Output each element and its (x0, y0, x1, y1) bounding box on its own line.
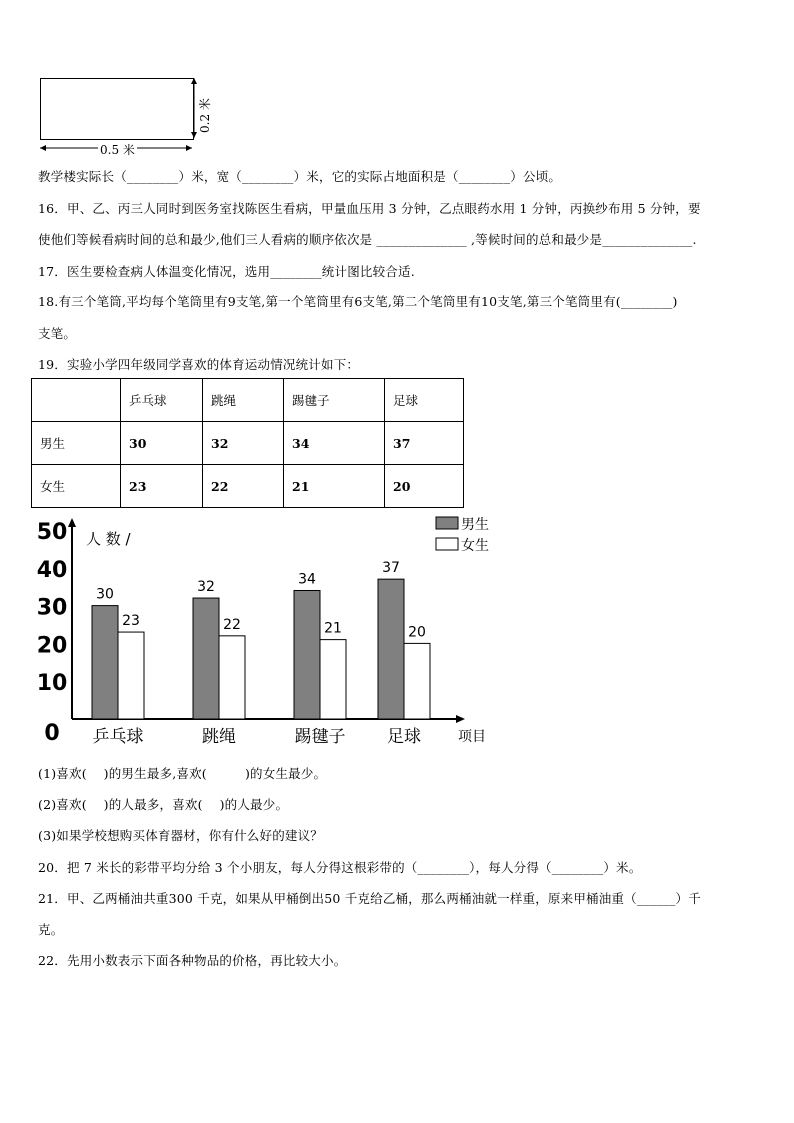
y-tick-label: 20 (36, 633, 68, 659)
table-row-label: 女生 (32, 465, 121, 508)
bar-chart (30, 510, 500, 750)
x-axis-label: 项目 (458, 729, 486, 745)
legend-label: 男生 (461, 517, 489, 533)
table-header-row (32, 379, 464, 422)
q17-text: 17．医生要检查病人体温变化情况，选用________统计图比较合适. (38, 264, 415, 279)
q18-line2: 支笔。 (38, 326, 77, 341)
bar-chart-svg (30, 510, 500, 750)
width-dimension-label: 0.5 米 (100, 143, 135, 157)
height-dimension-label: 0.2 米 (198, 98, 212, 133)
x-category-label: 跳绳 (202, 727, 236, 747)
q18-line1: 18.有三个笔筒,平均每个笔筒里有9支笔,第一个笔筒里有6支笔,第二个笔筒里有10支笔,第三个笔筒里有(________) (38, 294, 678, 309)
bar (118, 632, 144, 719)
bar-value-label: 30 (96, 586, 114, 603)
x-category-label: 踢毽子 (294, 727, 346, 747)
x-category-label: 乒乓球 (92, 727, 144, 747)
table-cell: 22 (203, 465, 284, 508)
sports-stats-table (31, 378, 464, 508)
bar-value-label: 34 (298, 571, 316, 588)
table-header-cell: 踢毽子 (284, 379, 385, 422)
q19-sub3: (3)如果学校想购买体育器材，你有什么好的建议？ (38, 828, 324, 843)
table-cell: 30 (121, 422, 203, 465)
y-tick-label: 0 (44, 721, 60, 746)
y-tick-label: 10 (36, 671, 68, 697)
table-cell: 20 (385, 465, 464, 508)
x-axis-arrow (456, 715, 465, 723)
y-tick-label: 50 (36, 520, 68, 545)
bar-value-label: 21 (324, 620, 342, 637)
x-category-label: 足球 (387, 727, 421, 747)
table-header-cell (32, 379, 121, 422)
table-cell: 21 (284, 465, 385, 508)
legend-label: 女生 (461, 538, 489, 554)
table-row-label: 男生 (32, 422, 121, 465)
table-header-cell: 足球 (385, 379, 464, 422)
table-header-cell: 跳绳 (203, 379, 284, 422)
table-header-cell: 乒乓球 (121, 379, 203, 422)
q15-text: 教学楼实际长（________）米，宽（________）米，它的实际占地面积是（________）公顷。 (38, 169, 562, 184)
q21-line1: 21．甲、乙两桶油共重300 千克，如果从甲桶倒出50 千克给乙桶，那么两桶油就一样重，原来甲桶油重（______）千 (38, 891, 701, 906)
bar-value-label: 37 (382, 560, 400, 577)
bar (320, 640, 346, 719)
bar-value-label: 32 (197, 579, 215, 596)
q19-intro: 19．实验小学四年级同学喜欢的体育运动情况统计如下： (38, 357, 360, 372)
bar (404, 643, 430, 719)
bar-value-label: 20 (408, 624, 426, 641)
bar (219, 636, 245, 719)
legend-swatch (436, 538, 458, 550)
table-cell: 32 (203, 422, 284, 465)
y-axis-label: 人 数 / (86, 530, 131, 548)
q22-text: 22．先用小数表示下面各种物品的价格，再比较大小。 (38, 953, 347, 968)
y-axis-arrow (68, 518, 76, 527)
table-cell: 34 (284, 422, 385, 465)
bar (294, 590, 320, 719)
y-tick-label: 40 (36, 557, 68, 583)
q19-sub2: (2)喜欢( )的人最多，喜欢( )的人最少。 (38, 797, 289, 812)
legend-swatch (436, 517, 458, 529)
table-cell: 23 (121, 465, 203, 508)
y-tick-label: 30 (36, 595, 68, 621)
table-row (32, 422, 464, 465)
bar (92, 606, 118, 719)
bar (378, 579, 404, 719)
table-row (32, 465, 464, 508)
q16-line1: 16．甲、乙、丙三人同时到医务室找陈医生看病，甲量血压用 3 分钟，乙点眼药水用 1 分钟，丙换纱布用 5 分钟，要 (38, 201, 701, 216)
q20-text: 20．把 7 米长的彩带平均分给 3 个小朋友，每人分得这根彩带的（________），每人分得（________）米。 (38, 860, 642, 875)
q19-sub1: (1)喜欢( )的男生最多,喜欢( )的女生最少。 (38, 766, 327, 781)
q16-line2: 使他们等候看病时间的总和最少,他们三人看病的顺序依次是 ______________ ,等候时间的总和最少是______________. (38, 232, 697, 247)
q21-line2: 克。 (38, 922, 64, 937)
bar (193, 598, 219, 719)
bar-value-label: 23 (122, 613, 140, 630)
table-cell: 37 (385, 422, 464, 465)
bar-value-label: 22 (223, 616, 241, 633)
